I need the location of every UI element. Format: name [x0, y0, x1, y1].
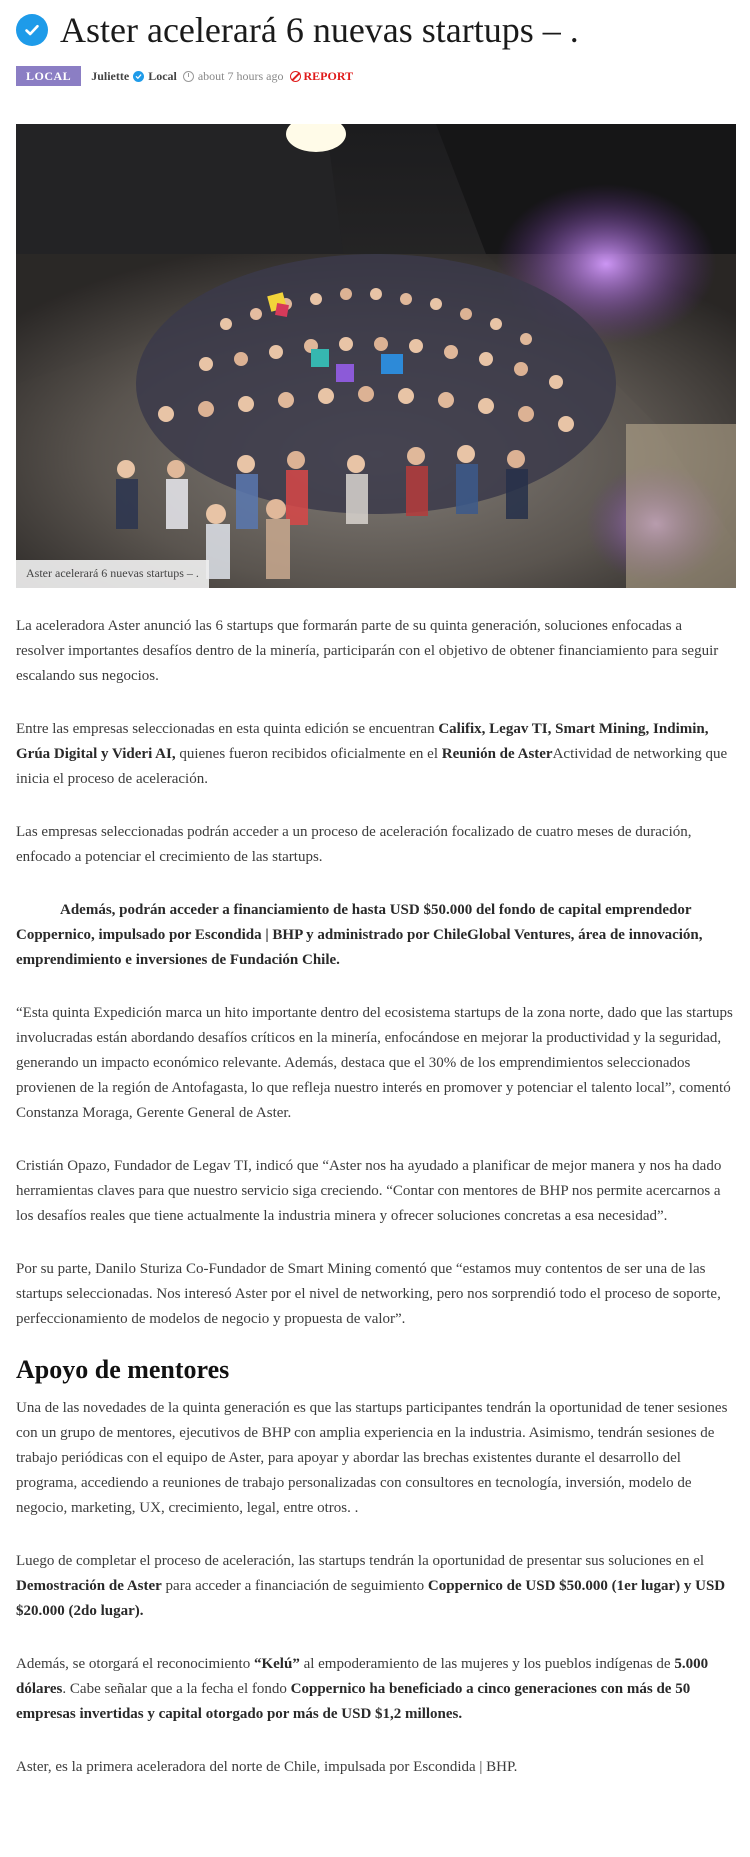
article-meta	[16, 66, 734, 86]
paragraph: Una de las novedades de la quinta generación es que las startups participantes tendrán la oportunidad de tener sesiones con un grupo de mentores, ejecutivos de BHP con amplia experiencia en la industria. Asimismo, tendrán sesiones de trabajo periódicas con el equipo de Aster, para apoyar y abordar las brechas existentes durante el desarrollo del programa, accediendo a reuniones de trabajo personalizadas con consultores en tecnología, inversión, modelo de negocio, marketing, UX, crecimiento, legal, entre otros. .	[16, 1400, 728, 1516]
category-link[interactable]: Local	[148, 68, 177, 83]
article-body	[16, 614, 734, 1780]
paragraph: Aster, es la primera aceleradora del norte de Chile, impulsada por Escondida | BHP.	[16, 1759, 518, 1775]
category-badge[interactable]: LOCAL	[16, 66, 81, 86]
highlight-paragraph: Además, podrán acceder a financiamiento de hasta USD $50.000 del fondo de capital emprendedor Coppernico, impulsado por Escondida | BHP y administrado por ChileGlobal Ventures, área de innovación, emprendimiento e inversiones de Fundación Chile.	[16, 902, 703, 968]
clock-icon	[183, 71, 194, 82]
verified-check-icon	[16, 14, 48, 46]
quote-paragraph: Cristián Opazo, Fundador de Legav TI, indicó que “Aster nos ha ayudado a planificar de mejor manera y nos ha dado herramientas claves para que nuestro servicio siga creciendo. “Contar con mentores de BHP nos permite acercarnos a los desafíos reales que tiene actualmente la industria minera y ofrecer soluciones concretas a esa necesidad”.	[16, 1158, 722, 1224]
quote-paragraph: Por su parte, Danilo Sturiza Co-Fundador de Smart Mining comentó que “estamos muy contentos de ser una de las startups seleccionadas. Nos interesó Aster por el nivel de networking, pero nos sorprendió todo el proceso de soporte, perfeccionamiento de modelos de negocio y propuesta de valor”.	[16, 1261, 721, 1327]
paragraph: Entre las empresas seleccionadas en esta quinta edición se encuentran Califix, Legav TI, Smart Mining, Indimin, Grúa Digital y Videri AI, quienes fueron recibidos oficialmente en el Reunión de AsterActividad de networking que inicia el proceso de aceleración.	[16, 721, 728, 787]
group-photo	[16, 124, 736, 588]
verified-check-icon	[133, 71, 144, 82]
page-title: Aster acelerará 6 nuevas startups – .	[60, 10, 579, 50]
paragraph: Luego de completar el proceso de aceleración, las startups tendrán la oportunidad de presentar sus soluciones en el Demostración de Aster para acceder a financiación de seguimiento Coppernico de USD $50.000 (1er lugar) y USD $20.000 (2do lugar).	[16, 1553, 726, 1619]
post-time: about 7 hours ago	[197, 68, 284, 83]
report-link[interactable]: REPORT	[303, 68, 354, 83]
section-heading: Apoyo de mentores	[16, 1355, 230, 1384]
quote-paragraph: “Esta quinta Expedición marca un hito importante dentro del ecosistema startups de la zona norte, dado que las startups involucradas están abordando desafíos críticos en la minería, enfocándose en mejorar la productividad y la seguridad, generando un impacto económico relevante. Además, destaca que el 30% de los emprendimientos seleccionados provienen de la región de Antofagasta, lo que refleja nuestro interés en promover y potenciar el talento local”, comentó Constanza Moraga, Gerente General de Aster.	[16, 1005, 733, 1121]
report-icon[interactable]	[290, 71, 301, 82]
paragraph: Además, se otorgará el reconocimiento “Kelú” al empoderamiento de las mujeres y los pueblos indígenas de 5.000 dólares. Cabe señalar que a la fecha el fondo Coppernico ha beneficiado a cinco generaciones con más de 50 empresas invertidas y capital otorgado por más de USD $1,2 millones.	[16, 1656, 709, 1722]
image-caption: Aster acelerará 6 nuevas startups – .	[16, 560, 209, 588]
article	[16, 0, 734, 1808]
featured-image	[16, 124, 736, 588]
article-header	[16, 8, 734, 52]
paragraph: Las empresas seleccionadas podrán acceder a un proceso de aceleración focalizado de cuatro meses de duración, enfocado a potenciar el crecimiento de las startups.	[16, 824, 692, 865]
paragraph: La aceleradora Aster anunció las 6 startups que formarán parte de su quinta generación, soluciones enfocadas a resolver importantes desafíos dentro de la minería, participarán con el objetivo de obtener financiamiento para seguir escalando sus negocios.	[16, 618, 719, 684]
author-link[interactable]: Juliette	[91, 68, 130, 83]
